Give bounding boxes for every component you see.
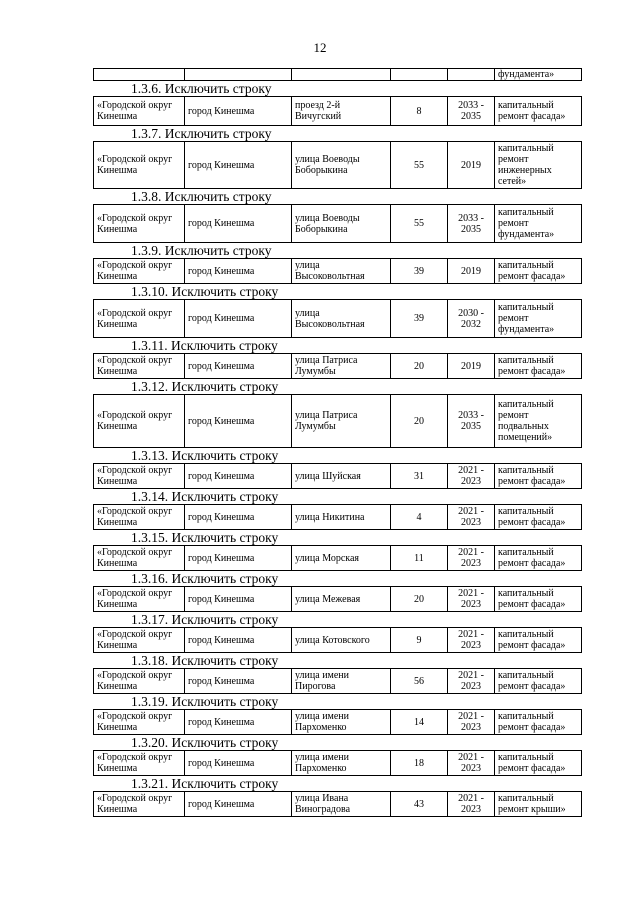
street-cell: улица Патриса Лумумбы: [292, 395, 391, 448]
work-type-cell: капитальный ремонт фасада»: [495, 546, 582, 571]
locality-cell: город Кинешма: [185, 751, 292, 776]
section-header: 1.3.8. Исключить строку: [131, 189, 272, 204]
municipality-cell: «Городской округ Кинешма: [94, 464, 185, 489]
house-number-cell: 39: [391, 259, 448, 284]
work-type-cell: капитальный ремонт фундамента»: [495, 205, 582, 243]
work-type-cell: капитальный ремонт инженерных сетей»: [495, 142, 582, 189]
section-header: 1.3.16. Исключить строку: [131, 571, 279, 586]
section-header: 1.3.10. Исключить строку: [131, 284, 279, 299]
section-header: 1.3.11. Исключить строку: [131, 338, 278, 353]
house-number-cell: 31: [391, 464, 448, 489]
locality-cell: город Кинешма: [185, 97, 292, 126]
table-row: [94, 505, 582, 530]
street-cell: улица Воеводы Боборыкина: [292, 205, 391, 243]
table-row: [94, 259, 582, 284]
section-header: 1.3.9. Исключить строку: [131, 243, 272, 258]
municipality-cell: «Городской округ Кинешма: [94, 587, 185, 612]
street-cell: улица Воеводы Боборыкина: [292, 142, 391, 189]
house-number-cell: 4: [391, 505, 448, 530]
locality-cell: город Кинешма: [185, 628, 292, 653]
section-table: [93, 394, 582, 448]
period-cell: 2033 - 2035: [448, 205, 495, 243]
house-number-cell: 9: [391, 628, 448, 653]
table-row: [94, 669, 582, 694]
table-row: [94, 628, 582, 653]
period-cell: 2019: [448, 259, 495, 284]
locality-cell: город Кинешма: [185, 259, 292, 284]
table-row: [94, 97, 582, 126]
locality-cell: город Кинешма: [185, 205, 292, 243]
house-number-cell: 20: [391, 587, 448, 612]
period-cell: 2021 - 2023: [448, 710, 495, 735]
municipality-cell: «Городской округ Кинешма: [94, 259, 185, 284]
document-body: [93, 68, 582, 817]
municipality-cell: «Городской округ Кинешма: [94, 395, 185, 448]
table-row: [94, 710, 582, 735]
street-cell: улица Ивана Виноградова: [292, 792, 391, 817]
table-row: [94, 69, 582, 81]
municipality-cell: «Городской округ Кинешма: [94, 205, 185, 243]
street-cell: проезд 2-й Вичугский: [292, 97, 391, 126]
municipality-cell: «Городской округ Кинешма: [94, 792, 185, 817]
section-header: 1.3.7. Исключить строку: [131, 126, 272, 141]
period-cell: 2019: [448, 142, 495, 189]
locality-cell: город Кинешма: [185, 710, 292, 735]
work-type-cell: капитальный ремонт фасада»: [495, 710, 582, 735]
work-type-cell: капитальный ремонт фундамента»: [495, 300, 582, 338]
house-number-cell: 18: [391, 751, 448, 776]
locality-cell: город Кинешма: [185, 669, 292, 694]
period-cell: 2021 - 2023: [448, 464, 495, 489]
section-table: [93, 141, 582, 189]
municipality-cell: «Городской округ Кинешма: [94, 628, 185, 653]
locality-cell: город Кинешма: [185, 354, 292, 379]
table-row: [94, 300, 582, 338]
period-cell: 2033 - 2035: [448, 395, 495, 448]
municipality-cell: «Городской округ Кинешма: [94, 505, 185, 530]
street-cell: улица Высоковольтная: [292, 300, 391, 338]
house-number-cell: 11: [391, 546, 448, 571]
house-number-cell: 20: [391, 354, 448, 379]
municipality-cell: «Городской округ Кинешма: [94, 300, 185, 338]
page-number: 12: [313, 40, 327, 55]
work-type-cell: капитальный ремонт фасада»: [495, 464, 582, 489]
municipality-cell: «Городской округ Кинешма: [94, 97, 185, 126]
house-number-cell: 14: [391, 710, 448, 735]
street-cell: улица Шуйская: [292, 464, 391, 489]
section-header: 1.3.19. Исключить строку: [131, 694, 279, 709]
locality-cell: город Кинешма: [185, 395, 292, 448]
period-cell: 2021 - 2023: [448, 792, 495, 817]
sections-list: [93, 81, 582, 817]
house-number-cell: 55: [391, 205, 448, 243]
period-cell: 2021 - 2023: [448, 587, 495, 612]
house-number-cell: 55: [391, 142, 448, 189]
work-type-cell: капитальный ремонт фасада»: [495, 354, 582, 379]
section-table: [93, 791, 582, 817]
work-type-cell: капитальный ремонт фасада»: [495, 259, 582, 284]
locality-cell: город Кинешма: [185, 587, 292, 612]
municipality-cell: «Городской округ Кинешма: [94, 710, 185, 735]
section-table: [93, 299, 582, 338]
section-table: [93, 353, 582, 379]
street-cell: улица Котовского: [292, 628, 391, 653]
section-table: [93, 96, 582, 126]
street-cell: улица имени Пархоменко: [292, 710, 391, 735]
section-table: [93, 709, 582, 735]
house-number-cell: 43: [391, 792, 448, 817]
municipality-cell: «Городской округ Кинешма: [94, 142, 185, 189]
section-header: 1.3.18. Исключить строку: [131, 653, 279, 668]
work-type-cell: капитальный ремонт фасада»: [495, 505, 582, 530]
section-table: [93, 750, 582, 776]
work-type-cell: капитальный ремонт фасада»: [495, 669, 582, 694]
table-row: [94, 587, 582, 612]
house-number-cell: 20: [391, 395, 448, 448]
period-cell: 2021 - 2023: [448, 751, 495, 776]
period-cell: 2021 - 2023: [448, 505, 495, 530]
section-header: 1.3.14. Исключить строку: [131, 489, 279, 504]
house-number-cell: 56: [391, 669, 448, 694]
house-number-cell: 39: [391, 300, 448, 338]
section-table: [93, 545, 582, 571]
table-row: [94, 205, 582, 243]
section-header: 1.3.12. Исключить строку: [131, 379, 279, 394]
work-type-cell: капитальный ремонт крыши»: [495, 792, 582, 817]
street-cell: улица имени Пирогова: [292, 669, 391, 694]
street-cell: улица Никитина: [292, 505, 391, 530]
table-row: [94, 546, 582, 571]
table-row: [94, 464, 582, 489]
section-table: [93, 586, 582, 612]
table-row: [94, 354, 582, 379]
municipality-cell: «Городской округ Кинешма: [94, 669, 185, 694]
section-header: 1.3.21. Исключить строку: [131, 776, 279, 791]
top-fragment-table: [93, 68, 582, 81]
section-header: 1.3.15. Исключить строку: [131, 530, 279, 545]
work-type-cell: капитальный ремонт фасада»: [495, 587, 582, 612]
locality-cell: город Кинешма: [185, 546, 292, 571]
table-row: [94, 395, 582, 448]
table-row: [94, 142, 582, 189]
municipality-cell: «Городской округ Кинешма: [94, 546, 185, 571]
section-table: [93, 627, 582, 653]
locality-cell: город Кинешма: [185, 505, 292, 530]
period-cell: 2021 - 2023: [448, 628, 495, 653]
period-cell: 2021 - 2023: [448, 669, 495, 694]
section-header: 1.3.17. Исключить строку: [131, 612, 279, 627]
work-type-cell: капитальный ремонт фасада»: [495, 97, 582, 126]
locality-cell: город Кинешма: [185, 792, 292, 817]
locality-cell: город Кинешма: [185, 464, 292, 489]
table-row: [94, 751, 582, 776]
street-cell: улица Патриса Лумумбы: [292, 354, 391, 379]
section-header: 1.3.20. Исключить строку: [131, 735, 279, 750]
street-cell: улица Межевая: [292, 587, 391, 612]
section-table: [93, 204, 582, 243]
street-cell: улица Морская: [292, 546, 391, 571]
street-cell: улица имени Пархоменко: [292, 751, 391, 776]
section-header: 1.3.13. Исключить строку: [131, 448, 279, 463]
municipality-cell: «Городской округ Кинешма: [94, 751, 185, 776]
work-type-cell: капитальный ремонт фасада»: [495, 751, 582, 776]
section-header: 1.3.6. Исключить строку: [131, 81, 272, 96]
table-row: [94, 792, 582, 817]
section-table: [93, 504, 582, 530]
locality-cell: город Кинешма: [185, 300, 292, 338]
section-table: [93, 463, 582, 489]
section-table: [93, 258, 582, 284]
period-cell: 2030 - 2032: [448, 300, 495, 338]
locality-cell: город Кинешма: [185, 142, 292, 189]
period-cell: 2019: [448, 354, 495, 379]
municipality-cell: «Городской округ Кинешма: [94, 354, 185, 379]
work-cell: фундамента»: [495, 69, 582, 81]
work-type-cell: капитальный ремонт подвальных помещений»: [495, 395, 582, 448]
period-cell: 2021 - 2023: [448, 546, 495, 571]
street-cell: улица Высоковольтная: [292, 259, 391, 284]
period-cell: 2033 - 2035: [448, 97, 495, 126]
house-number-cell: 8: [391, 97, 448, 126]
section-table: [93, 668, 582, 694]
work-type-cell: капитальный ремонт фасада»: [495, 628, 582, 653]
